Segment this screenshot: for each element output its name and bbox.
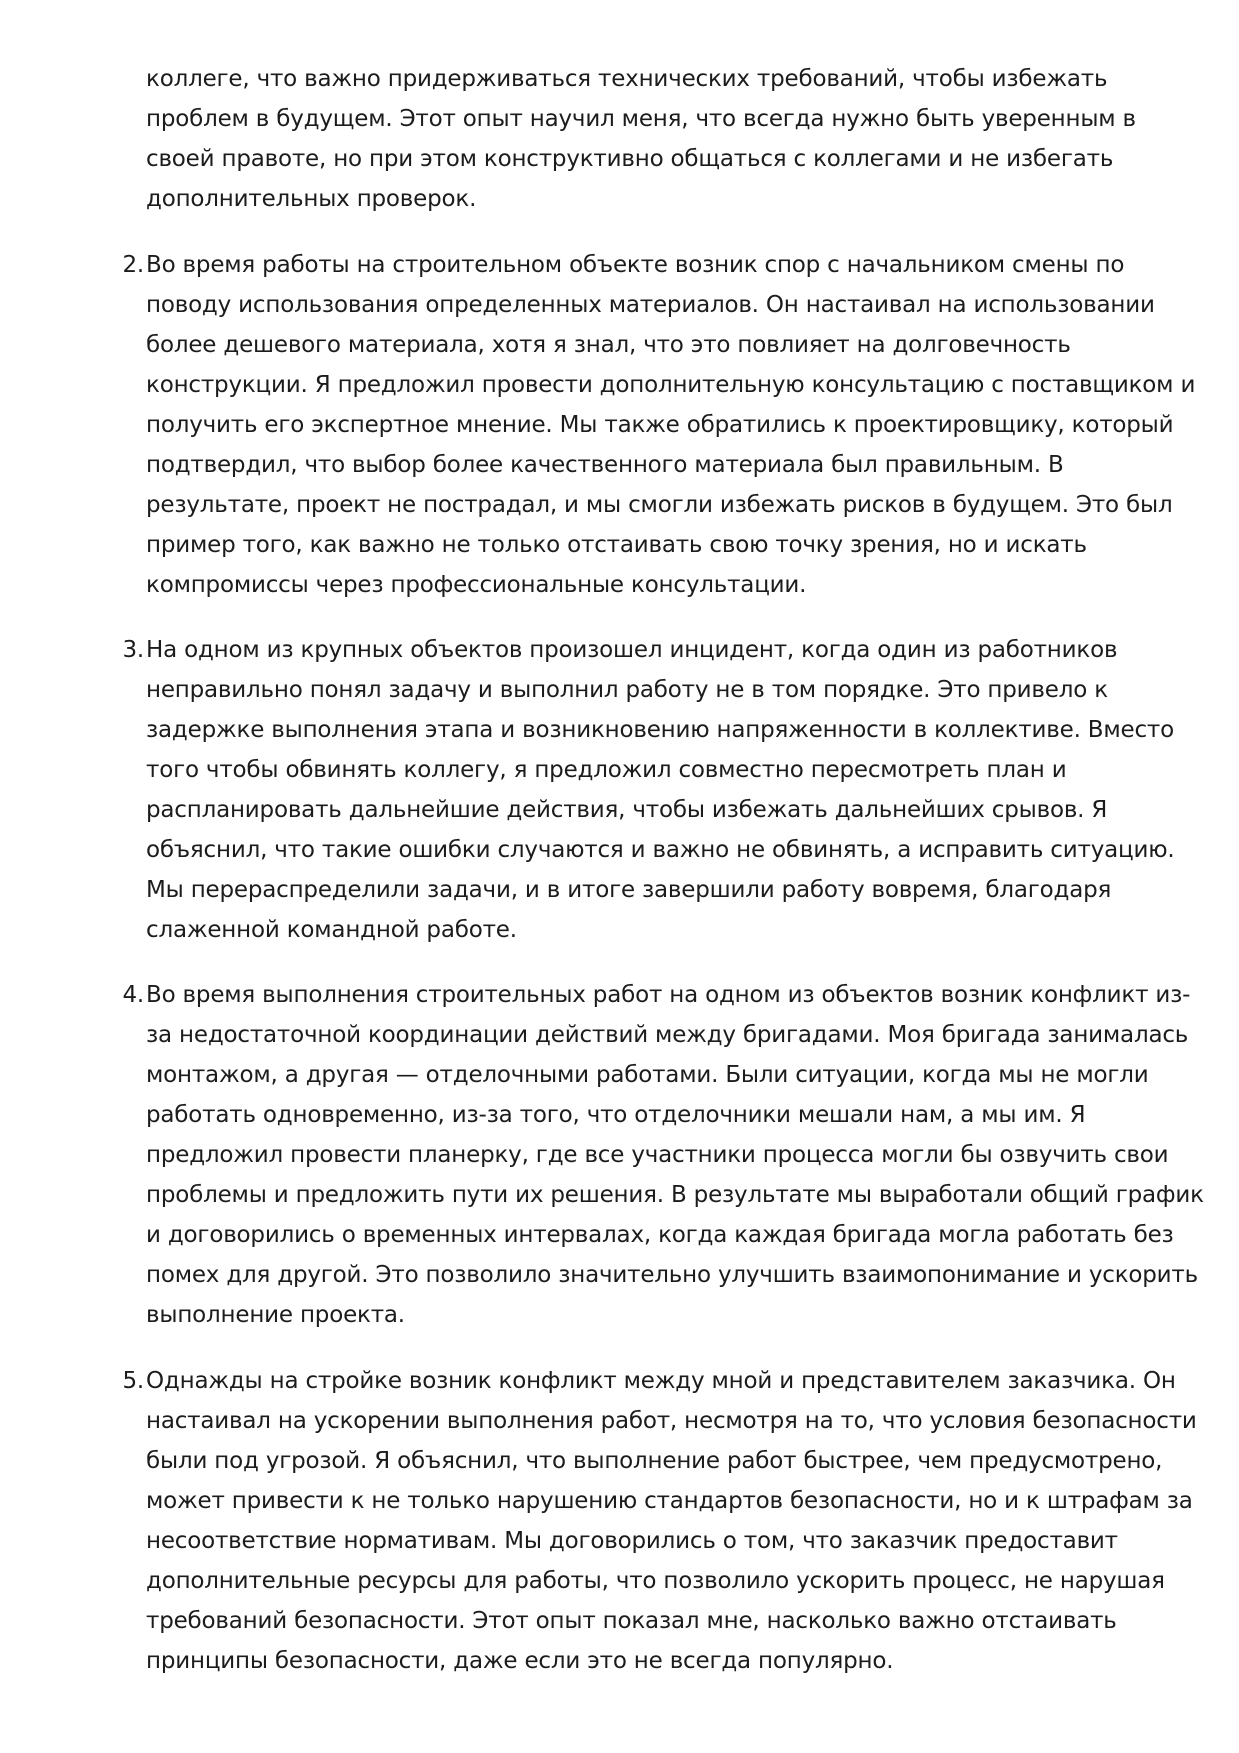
list-item-line: настаивал на ускорении выполнения работ, несмотря на то, что условия безопасности [146,1408,1197,1434]
list-item-1-continuation [146,59,1146,219]
list-item-4 [122,975,1204,1335]
list-item-line: принципы безопасности, даже если это не всегда популярно. [146,1648,894,1674]
list-item-line: несоответствие нормативам. Мы договорились о том, что заказчик предоставит [146,1528,1118,1554]
list-item-line: На одном из крупных объектов произошел инцидент, когда один из работников [146,637,1118,663]
list-item-line: проблем в будущем. Этот опыт научил меня, что всегда нужно быть уверенным в [146,106,1136,132]
list-item-line: Во время работы на строительном объекте возник спор с начальником смены по [146,252,1125,278]
list-item-line: может привести к не только нарушению стандартов безопасности, но и к штрафам за [146,1488,1193,1514]
list-item-line: за недостаточной координации действий между бригадами. Моя бригада занималась [146,1022,1189,1048]
list-item-line: дополнительные ресурсы для работы, что позволило ускорить процесс, не нарушая [146,1568,1165,1594]
list-item-line: распланировать дальнейшие действия, чтобы избежать дальнейших срывов. Я [146,797,1108,823]
list-item-line: коллеге, что важно придерживаться технических требований, чтобы избежать [146,66,1108,92]
list-item-line: выполнение проекта. [146,1302,405,1328]
list-item-line: результате, проект не пострадал, и мы смогли избежать рисков в будущем. Это был [146,492,1173,518]
list-item-line: монтажом, а другая — отделочными работами. Были ситуации, когда мы не могли [146,1062,1149,1088]
list-item-line: неправильно понял задачу и выполнил работу не в том порядке. Это привело к [146,677,1108,703]
list-item-line: компромиссы через профессиональные консультации. [146,572,807,598]
list-item-line: помех для другой. Это позволило значительно улучшить взаимопонимание и ускорить [146,1262,1198,1288]
list-item-line: задержке выполнения этапа и возникновению напряженности в коллективе. Вместо [146,717,1174,743]
list-item-line: требований безопасности. Этот опыт показал мне, насколько важно отстаивать [146,1608,1117,1634]
list-item-5 [122,1361,1197,1681]
list-item-line: подтвердил, что выбор более качественного материала был правильным. В [146,452,1064,478]
list-item-line: проблемы и предложить пути их решения. В результате мы выработали общий график [146,1182,1204,1208]
list-item-line: и договорились о временных интервалах, когда каждая бригада могла работать без [146,1222,1174,1248]
list-item-line: Мы перераспределили задачи, и в итоге завершили работу вовремя, благодаря [146,877,1112,903]
list-item-2 [122,245,1196,605]
list-item-line: конструкции. Я предложил провести дополнительную консультацию с поставщиком и [146,372,1196,398]
list-item-line: того чтобы обвинять коллегу, я предложил совместно пересмотреть план и [146,757,1067,783]
list-item-line: получить его экспертное мнение. Мы также обратились к проектировщику, который [146,412,1174,438]
list-item-number: 2. [122,252,144,278]
list-item-line: были под угрозой. Я объяснил, что выполнение работ быстрее, чем предусмотрено, [146,1448,1163,1474]
list-item-line: дополнительных проверок. [146,186,477,212]
list-item-line: поводу использования определенных материалов. Он настаивал на использовании [146,292,1155,318]
list-item-line: работать одновременно, из-за того, что отделочники мешали нам, а мы им. Я [146,1102,1086,1128]
list-item-line: более дешевого материала, хотя я знал, что это повлияет на долговечность [146,332,1071,358]
list-item-line: Однажды на стройке возник конфликт между мной и представителем заказчика. Он [146,1368,1176,1394]
list-item-line: пример того, как важно не только отстаивать свою точку зрения, но и искать [146,532,1087,558]
list-item-line: своей правоте, но при этом конструктивно общаться с коллегами и не избегать [146,146,1114,172]
list-item-line: объяснил, что такие ошибки случаются и важно не обвинять, а исправить ситуацию. [146,837,1175,863]
list-item-3 [122,630,1175,950]
list-item-line: Во время выполнения строительных работ на одном из объектов возник конфликт из- [146,982,1191,1008]
list-item-number: 5. [122,1368,144,1394]
list-item-number: 3. [122,637,144,663]
list-item-line: слаженной командной работе. [146,917,517,943]
list-item-line: предложил провести планерку, где все участники процесса могли бы озвучить свои [146,1142,1169,1168]
list-item-number: 4. [122,982,144,1008]
